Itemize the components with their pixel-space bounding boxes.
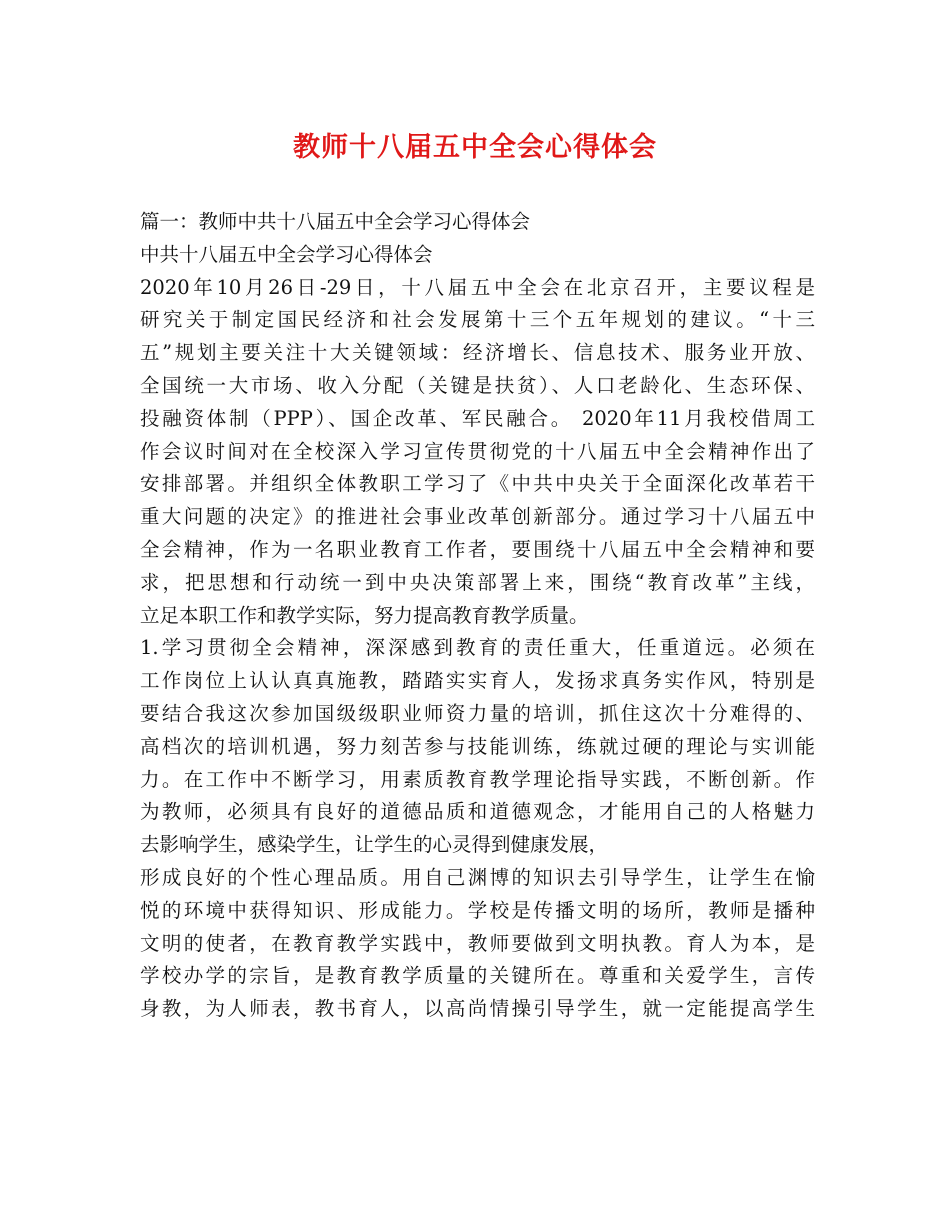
body-line: 文明的使者，在教育教学实践中，教师要做到文明执教。育人为本，是 (140, 931, 815, 955)
body-line: 立足本职工作和教学实际，努力提高教育教学质量。 (140, 603, 589, 627)
body-line: 学校办学的宗旨，是教育教学质量的关键所在。尊重和关爱学生，言传 (140, 964, 815, 988)
document-title: 教师十八届五中全会心得体会 (293, 132, 657, 163)
body-line: 安排部署。并组织全体教职工学习了《中共中央关于全面深化改革若干 (140, 472, 815, 496)
body-line: 重大问题的决定》的推进社会事业改革创新部分。通过学习十八届五中 (140, 505, 815, 529)
body-line: 形成良好的个性心理品质。用自己渊博的知识去引导学生，让学生在愉 (140, 865, 815, 889)
body-line: 1.学习贯彻全会精神，深深感到教育的责任重大，任重道远。必须在 (140, 636, 815, 660)
body-line: 研究关于制定国民经济和社会发展第十三个五年规划的建议。“十三 (140, 308, 815, 332)
document-body (140, 206, 815, 1026)
body-line: 求，把思想和行动统一到中央决策部署上来，围绕“教育改革”主线， (140, 570, 815, 594)
body-line: 篇一：教师中共十八届五中全会学习心得体会 (140, 210, 531, 233)
body-line: 投融资体制（PPP）、国企改革、军民融合。 2020年11月我校借周工 (140, 406, 815, 430)
body-line: 去影响学生，感染学生，让学生的心灵得到健康发展， (140, 833, 609, 857)
body-line: 要结合我这次参加国级级职业师资力量的培训，抓住这次十分难得的、 (140, 701, 815, 725)
body-line: 2020年10月26日-29日，十八届五中全会在北京召开，主要议程是 (140, 275, 815, 299)
body-line: 全国统一大市场、收入分配（关键是扶贫）、人口老龄化、生态环保、 (140, 373, 815, 397)
body-line: 作会议时间对在全校深入学习宣传贯彻党的十八届五中全会精神作出了 (140, 439, 815, 463)
body-line: 力。在工作中不断学习，用素质教育教学理论指导实践，不断创新。作 (140, 767, 815, 791)
body-line: 身教，为人师表，教书育人，以高尚情操引导学生，就一定能提高学生 (140, 997, 815, 1021)
body-line: 悦的环境中获得知识、形成能力。学校是传播文明的场所，教师是播种 (140, 898, 815, 922)
body-line: 高档次的培训机遇，努力刻苦参与技能训练，练就过硬的理论与实训能 (140, 734, 815, 758)
body-line: 全会精神，作为一名职业教育工作者，要围绕十八届五中全会精神和要 (140, 537, 815, 561)
body-line: 工作岗位上认认真真施教，踏踏实实育人，发扬求真务实作风，特别是 (140, 669, 815, 693)
body-line: 中共十八届五中全会学习心得体会 (140, 242, 433, 266)
body-line: 五”规划主要关注十大关键领域：经济增长、信息技术、服务业开放、 (140, 341, 815, 365)
body-line: 为教师，必须具有良好的道德品质和道德观念，才能用自己的人格魅力 (140, 800, 815, 824)
